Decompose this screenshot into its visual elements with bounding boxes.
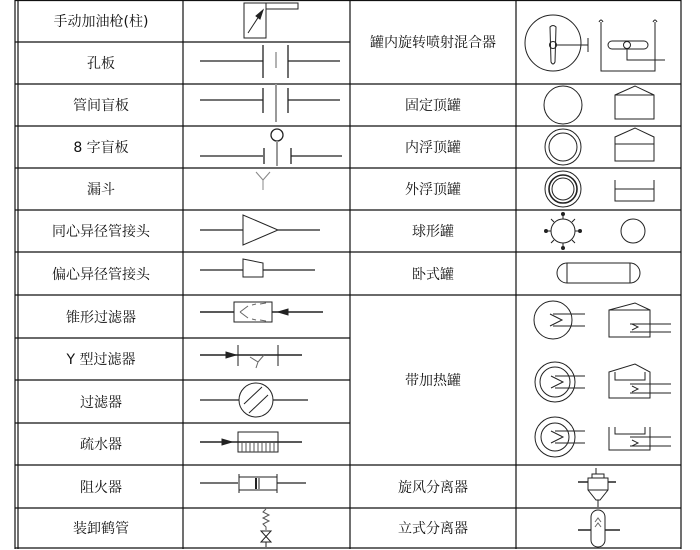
- vertical-separator-symbol: [578, 510, 620, 547]
- item-label: 漏斗: [87, 182, 115, 198]
- item-label: 8 字盲板: [73, 140, 129, 156]
- filter-symbol: [200, 383, 308, 417]
- cone-strainer-symbol: [200, 302, 323, 322]
- item-label: 锥形过滤器: [66, 309, 136, 326]
- loading-arm-symbol: [261, 509, 271, 547]
- funnel-symbol: [256, 172, 270, 190]
- rotary-jet-mixer-symbol: [525, 15, 665, 71]
- item-label: 阻火器: [80, 479, 122, 496]
- external-floating-roof-tank-symbol: [545, 171, 654, 207]
- item-label: 装卸鹤管: [73, 521, 129, 537]
- item-label: 内浮顶罐: [405, 140, 461, 156]
- internal-floating-roof-tank-symbol: [545, 128, 654, 165]
- blind-plate-symbol: [200, 84, 340, 122]
- item-label: 疏水器: [80, 437, 122, 453]
- item-label: 同心异径管接头: [52, 224, 150, 240]
- item-label: 外浮顶罐: [405, 182, 461, 198]
- item-label: Y 型过滤器: [66, 352, 136, 368]
- eccentric-reducer-symbol: [200, 259, 315, 277]
- steam-trap-symbol: [200, 432, 302, 452]
- item-label: 手动加油枪(柱): [53, 14, 149, 30]
- item-label: 旋风分离器: [398, 479, 468, 496]
- item-label: 固定顶罐: [405, 98, 461, 114]
- item-label: 球形罐: [412, 224, 454, 240]
- spherical-tank-symbol: [545, 213, 646, 250]
- concentric-reducer-symbol: [200, 215, 320, 245]
- item-label: 罐内旋转喷射混合器: [370, 35, 496, 51]
- item-label: 管间盲板: [73, 98, 129, 114]
- manual-fuel-nozzle-symbol: [244, 3, 298, 38]
- item-label: 立式分离器: [398, 521, 468, 537]
- item-label: 偏心异径管接头: [52, 266, 150, 283]
- item-label: 带加热罐: [405, 373, 461, 389]
- item-label: 卧式罐: [412, 266, 454, 283]
- heated-tank-symbol: [534, 301, 671, 457]
- y-strainer-symbol: [200, 345, 302, 368]
- horizontal-tank-symbol: [557, 263, 640, 283]
- orifice-plate-symbol: [200, 45, 340, 78]
- item-label: 过滤器: [80, 394, 122, 411]
- figure-8-blind-symbol: [200, 129, 342, 166]
- item-label: 孔板: [87, 56, 115, 72]
- flame-arrester-symbol: [200, 474, 306, 493]
- cyclone-separator-symbol: [578, 468, 616, 507]
- fixed-roof-tank-symbol: [544, 86, 654, 124]
